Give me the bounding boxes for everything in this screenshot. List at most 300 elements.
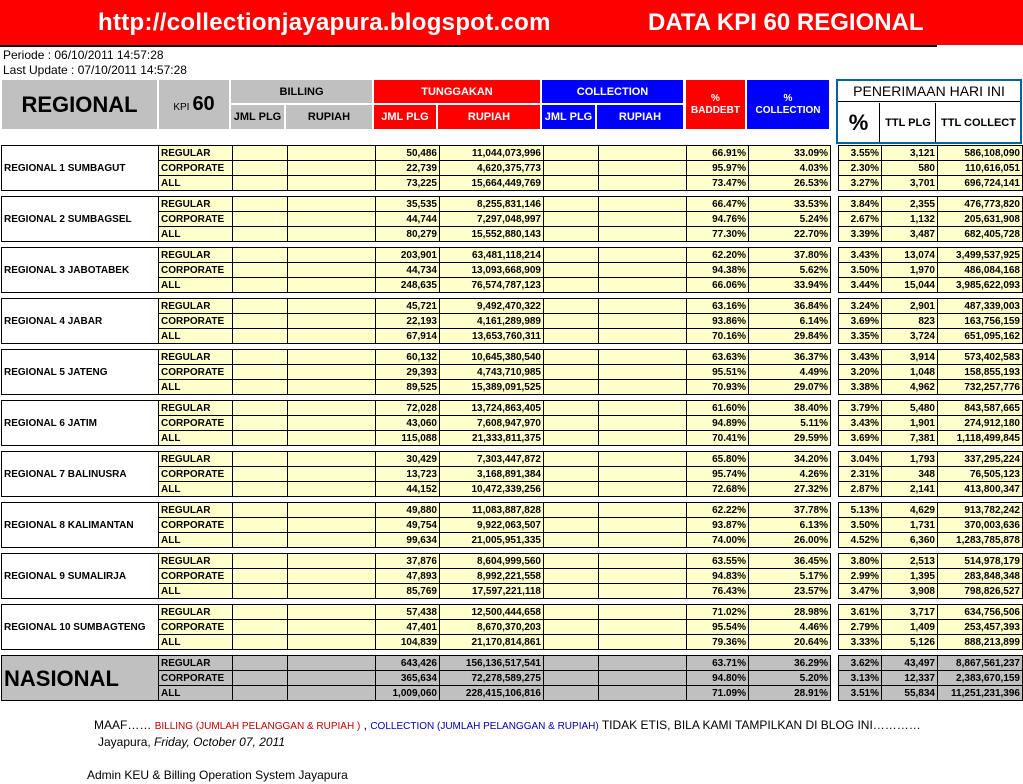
cell-pct: 3.20% bbox=[839, 365, 882, 380]
empty-cell bbox=[831, 401, 839, 416]
cell-ttl-plg: 1,731 bbox=[882, 518, 938, 533]
cell-ttl-col: 110,616,051 bbox=[938, 161, 1023, 176]
empty-cell bbox=[544, 416, 599, 431]
cell-bad: 93.87% bbox=[687, 518, 749, 533]
cell-ttl-col: 586,108,090 bbox=[938, 146, 1023, 161]
empty-cell bbox=[831, 263, 839, 278]
cell-ttl-plg: 3,914 bbox=[882, 350, 938, 365]
table-row bbox=[2, 299, 1023, 314]
empty-cell bbox=[599, 176, 687, 191]
cell-bad: 95.51% bbox=[687, 365, 749, 380]
empty-cell bbox=[233, 620, 288, 635]
cell-col: 34.20% bbox=[749, 452, 831, 467]
cell-t-plg: 13,723 bbox=[376, 467, 440, 482]
empty-cell bbox=[233, 416, 288, 431]
empty-cell bbox=[288, 584, 376, 599]
cell-col: 4.46% bbox=[749, 620, 831, 635]
empty-cell bbox=[233, 605, 288, 620]
cell-t-plg: 203,901 bbox=[376, 248, 440, 263]
empty-cell bbox=[288, 278, 376, 293]
cell-seg: REGULAR bbox=[159, 350, 233, 365]
table-row bbox=[2, 146, 1023, 161]
cell-ttl-plg: 1,395 bbox=[882, 569, 938, 584]
cell-seg: CORPORATE bbox=[159, 263, 233, 278]
empty-cell bbox=[288, 380, 376, 395]
table-row bbox=[2, 503, 1023, 518]
table-row bbox=[2, 401, 1023, 416]
empty-cell bbox=[233, 452, 288, 467]
cell-t-rp: 63,481,118,214 bbox=[440, 248, 544, 263]
cell-ttl-col: 634,756,506 bbox=[938, 605, 1023, 620]
cell-pct: 3.55% bbox=[839, 146, 882, 161]
cell-ttl-col: 514,978,179 bbox=[938, 554, 1023, 569]
cell-ttl-plg: 4,962 bbox=[882, 380, 938, 395]
empty-cell bbox=[233, 299, 288, 314]
region-name: REGIONAL 5 JATENG bbox=[2, 350, 159, 395]
empty-cell bbox=[288, 635, 376, 650]
empty-cell bbox=[544, 635, 599, 650]
empty-cell bbox=[831, 503, 839, 518]
cell-pct: 3.47% bbox=[839, 584, 882, 599]
cell-bad: 94.76% bbox=[687, 212, 749, 227]
empty-cell bbox=[599, 620, 687, 635]
empty-cell bbox=[544, 365, 599, 380]
cell-t-plg: 57,438 bbox=[376, 605, 440, 620]
empty-cell bbox=[831, 227, 839, 242]
region-name: REGIONAL 4 JABAR bbox=[2, 299, 159, 344]
collection-rupiah-header: RUPIAH bbox=[597, 105, 683, 129]
cell-ttl-col: 3,499,537,925 bbox=[938, 248, 1023, 263]
empty-cell bbox=[233, 533, 288, 548]
empty-cell bbox=[233, 176, 288, 191]
empty-cell bbox=[544, 467, 599, 482]
empty-cell bbox=[831, 248, 839, 263]
cell-bad: 63.71% bbox=[687, 656, 749, 671]
cell-ttl-plg: 1,901 bbox=[882, 416, 938, 431]
cell-pct: 2.30% bbox=[839, 161, 882, 176]
empty-cell bbox=[544, 533, 599, 548]
empty-cell bbox=[599, 605, 687, 620]
cell-t-rp: 10,645,380,540 bbox=[440, 350, 544, 365]
empty-cell bbox=[831, 278, 839, 293]
empty-cell bbox=[233, 212, 288, 227]
empty-cell bbox=[831, 329, 839, 344]
cell-bad: 74.00% bbox=[687, 533, 749, 548]
empty-cell bbox=[831, 299, 839, 314]
kpi-number: 60 bbox=[192, 93, 215, 115]
empty-cell bbox=[544, 380, 599, 395]
cell-ttl-col: 253,457,393 bbox=[938, 620, 1023, 635]
cell-bad: 94.38% bbox=[687, 263, 749, 278]
baddebt-pct-label: % bbox=[711, 92, 720, 104]
empty-cell bbox=[233, 227, 288, 242]
cell-seg: REGULAR bbox=[159, 554, 233, 569]
empty-cell bbox=[288, 227, 376, 242]
cell-t-plg: 30,429 bbox=[376, 452, 440, 467]
empty-cell bbox=[831, 635, 839, 650]
cell-t-plg: 22,193 bbox=[376, 314, 440, 329]
empty-cell bbox=[544, 584, 599, 599]
cell-t-rp: 13,724,863,405 bbox=[440, 401, 544, 416]
cell-t-rp: 72,278,589,275 bbox=[440, 671, 544, 686]
empty-cell bbox=[544, 605, 599, 620]
region-name: REGIONAL 3 JABOTABEK bbox=[2, 248, 159, 293]
cell-ttl-plg: 3,724 bbox=[882, 329, 938, 344]
empty-cell bbox=[288, 146, 376, 161]
cell-t-plg: 44,744 bbox=[376, 212, 440, 227]
tunggakan-jml-plg-header: JML PLG bbox=[374, 105, 436, 129]
empty-cell bbox=[544, 431, 599, 446]
footer-admin: Admin KEU & Billing Operation System Jayapura bbox=[87, 768, 348, 782]
empty-cell bbox=[544, 518, 599, 533]
cell-pct: 3.69% bbox=[839, 431, 882, 446]
cell-t-plg: 104,839 bbox=[376, 635, 440, 650]
cell-t-rp: 76,574,787,123 bbox=[440, 278, 544, 293]
cell-ttl-col: 158,855,193 bbox=[938, 365, 1023, 380]
cell-col: 26.53% bbox=[749, 176, 831, 191]
cell-pct: 2.87% bbox=[839, 482, 882, 497]
empty-cell bbox=[233, 263, 288, 278]
empty-cell bbox=[599, 146, 687, 161]
cell-bad: 77.30% bbox=[687, 227, 749, 242]
cell-col: 26.00% bbox=[749, 533, 831, 548]
cell-ttl-col: 2,383,670,159 bbox=[938, 671, 1023, 686]
cell-seg: ALL bbox=[159, 533, 233, 548]
empty-cell bbox=[831, 656, 839, 671]
empty-cell bbox=[544, 554, 599, 569]
cell-col: 36.29% bbox=[749, 656, 831, 671]
cell-bad: 62.22% bbox=[687, 503, 749, 518]
empty-cell bbox=[233, 380, 288, 395]
empty-cell bbox=[288, 299, 376, 314]
cell-col: 5.11% bbox=[749, 416, 831, 431]
cell-t-plg: 115,088 bbox=[376, 431, 440, 446]
cell-t-plg: 49,880 bbox=[376, 503, 440, 518]
empty-cell bbox=[544, 248, 599, 263]
empty-cell bbox=[599, 467, 687, 482]
cell-t-rp: 9,492,470,322 bbox=[440, 299, 544, 314]
title-banner bbox=[0, 0, 1023, 45]
cell-ttl-col: 1,283,785,878 bbox=[938, 533, 1023, 548]
empty-cell bbox=[288, 416, 376, 431]
cell-ttl-col: 8,867,561,237 bbox=[938, 656, 1023, 671]
cell-col: 28.98% bbox=[749, 605, 831, 620]
banner-underline bbox=[0, 45, 937, 47]
cell-ttl-col: 682,405,728 bbox=[938, 227, 1023, 242]
cell-t-rp: 11,083,887,828 bbox=[440, 503, 544, 518]
empty-cell bbox=[544, 278, 599, 293]
cell-seg: ALL bbox=[159, 329, 233, 344]
cell-t-rp: 13,093,668,909 bbox=[440, 263, 544, 278]
cell-t-plg: 22,739 bbox=[376, 161, 440, 176]
empty-cell bbox=[599, 227, 687, 242]
cell-t-rp: 7,297,048,997 bbox=[440, 212, 544, 227]
empty-cell bbox=[288, 350, 376, 365]
empty-cell bbox=[544, 314, 599, 329]
note-separator: , bbox=[363, 718, 367, 732]
empty-cell bbox=[831, 197, 839, 212]
cell-col: 4.26% bbox=[749, 467, 831, 482]
cell-ttl-plg: 2,355 bbox=[882, 197, 938, 212]
empty-cell bbox=[599, 452, 687, 467]
cell-col: 20.64% bbox=[749, 635, 831, 650]
cell-seg: ALL bbox=[159, 635, 233, 650]
pct-collection-label: COLLECTION bbox=[755, 104, 821, 116]
cell-t-plg: 365,634 bbox=[376, 671, 440, 686]
cell-t-rp: 21,333,811,375 bbox=[440, 431, 544, 446]
empty-cell bbox=[599, 656, 687, 671]
region-name: REGIONAL 9 SUMALIRJA bbox=[2, 554, 159, 599]
cell-ttl-plg: 13,074 bbox=[882, 248, 938, 263]
empty-cell bbox=[233, 686, 288, 701]
cell-pct: 3.50% bbox=[839, 263, 882, 278]
cell-col: 36.84% bbox=[749, 299, 831, 314]
empty-cell bbox=[544, 482, 599, 497]
empty-cell bbox=[599, 278, 687, 293]
empty-cell bbox=[831, 605, 839, 620]
cell-bad: 76.43% bbox=[687, 584, 749, 599]
empty-cell bbox=[288, 365, 376, 380]
cell-pct: 2.99% bbox=[839, 569, 882, 584]
empty-cell bbox=[288, 401, 376, 416]
region-table bbox=[1, 502, 1023, 548]
empty-cell bbox=[599, 503, 687, 518]
empty-cell bbox=[233, 314, 288, 329]
cell-t-rp: 8,992,221,558 bbox=[440, 569, 544, 584]
cell-ttl-plg: 1,048 bbox=[882, 365, 938, 380]
cell-ttl-col: 696,724,141 bbox=[938, 176, 1023, 191]
empty-cell bbox=[544, 176, 599, 191]
cell-ttl-plg: 1,132 bbox=[882, 212, 938, 227]
empty-cell bbox=[599, 518, 687, 533]
empty-cell bbox=[288, 533, 376, 548]
cell-pct: 3.04% bbox=[839, 452, 882, 467]
empty-cell bbox=[544, 620, 599, 635]
cell-col: 29.07% bbox=[749, 380, 831, 395]
cell-ttl-plg: 3,908 bbox=[882, 584, 938, 599]
cell-t-plg: 45,721 bbox=[376, 299, 440, 314]
cell-pct: 2.31% bbox=[839, 467, 882, 482]
empty-cell bbox=[831, 146, 839, 161]
cell-t-rp: 9,922,063,507 bbox=[440, 518, 544, 533]
cell-ttl-plg: 823 bbox=[882, 314, 938, 329]
empty-cell bbox=[233, 569, 288, 584]
disclaimer-tail: TIDAK ETIS, BILA KAMI TAMPILKAN DI BLOG INI………… bbox=[601, 718, 921, 732]
empty-cell bbox=[233, 197, 288, 212]
empty-cell bbox=[831, 212, 839, 227]
cell-ttl-plg: 5,480 bbox=[882, 401, 938, 416]
empty-cell bbox=[233, 656, 288, 671]
empty-cell bbox=[288, 263, 376, 278]
billing-header: BILLING bbox=[231, 80, 372, 103]
empty-cell bbox=[233, 503, 288, 518]
cell-t-plg: 248,635 bbox=[376, 278, 440, 293]
cell-t-rp: 12,500,444,658 bbox=[440, 605, 544, 620]
cell-t-rp: 7,608,947,970 bbox=[440, 416, 544, 431]
cell-bad: 71.02% bbox=[687, 605, 749, 620]
cell-seg: REGULAR bbox=[159, 299, 233, 314]
empty-cell bbox=[599, 533, 687, 548]
empty-cell bbox=[599, 329, 687, 344]
empty-cell bbox=[599, 554, 687, 569]
cell-col: 33.94% bbox=[749, 278, 831, 293]
cell-bad: 61.60% bbox=[687, 401, 749, 416]
table-row bbox=[2, 656, 1023, 671]
ttl-collect-header: TTL COLLECT bbox=[941, 116, 1016, 129]
footer-date-line bbox=[98, 735, 285, 749]
cell-t-plg: 99,634 bbox=[376, 533, 440, 548]
cell-ttl-col: 732,257,776 bbox=[938, 380, 1023, 395]
cell-col: 4.49% bbox=[749, 365, 831, 380]
empty-cell bbox=[544, 263, 599, 278]
cell-t-rp: 8,604,999,560 bbox=[440, 554, 544, 569]
cell-t-plg: 89,525 bbox=[376, 380, 440, 395]
cell-seg: ALL bbox=[159, 227, 233, 242]
report-title: DATA KPI 60 REGIONAL bbox=[648, 9, 924, 36]
empty-cell bbox=[288, 452, 376, 467]
empty-cell bbox=[599, 584, 687, 599]
empty-cell bbox=[544, 671, 599, 686]
empty-cell bbox=[288, 671, 376, 686]
empty-cell bbox=[288, 176, 376, 191]
empty-cell bbox=[233, 329, 288, 344]
cell-ttl-col: 274,912,180 bbox=[938, 416, 1023, 431]
cell-ttl-plg: 1,793 bbox=[882, 452, 938, 467]
periode-text: Periode : 06/10/2011 14:57:28 bbox=[3, 48, 164, 62]
empty-cell bbox=[599, 314, 687, 329]
cell-ttl-plg: 55,834 bbox=[882, 686, 938, 701]
tunggakan-rupiah-header: RUPIAH bbox=[438, 105, 540, 129]
empty-cell bbox=[544, 656, 599, 671]
cell-col: 4.03% bbox=[749, 161, 831, 176]
cell-seg: REGULAR bbox=[159, 452, 233, 467]
empty-cell bbox=[831, 350, 839, 365]
empty-cell bbox=[544, 197, 599, 212]
cell-t-plg: 85,769 bbox=[376, 584, 440, 599]
ttl-plg-header: TTL PLG bbox=[881, 103, 936, 142]
cell-pct: 3.61% bbox=[839, 605, 882, 620]
empty-cell bbox=[831, 380, 839, 395]
cell-seg: CORPORATE bbox=[159, 569, 233, 584]
cell-seg: REGULAR bbox=[159, 401, 233, 416]
cell-pct: 2.67% bbox=[839, 212, 882, 227]
region-table bbox=[1, 451, 1023, 497]
region-name: REGIONAL 10 SUMBAGTENG bbox=[2, 605, 159, 650]
cell-seg: ALL bbox=[159, 380, 233, 395]
cell-t-plg: 67,914 bbox=[376, 329, 440, 344]
cell-bad: 63.55% bbox=[687, 554, 749, 569]
cell-seg: REGULAR bbox=[159, 197, 233, 212]
region-name: REGIONAL 6 JATIM bbox=[2, 401, 159, 446]
cell-seg: CORPORATE bbox=[159, 314, 233, 329]
cell-seg: ALL bbox=[159, 686, 233, 701]
cell-t-plg: 643,426 bbox=[376, 656, 440, 671]
billing-rupiah-header: RUPIAH bbox=[286, 105, 372, 129]
table-row bbox=[2, 350, 1023, 365]
cell-pct: 3.51% bbox=[839, 686, 882, 701]
cell-bad: 94.83% bbox=[687, 569, 749, 584]
empty-cell bbox=[288, 248, 376, 263]
cell-col: 5.24% bbox=[749, 212, 831, 227]
cell-bad: 70.93% bbox=[687, 380, 749, 395]
cell-seg: CORPORATE bbox=[159, 161, 233, 176]
region-table bbox=[1, 655, 1023, 701]
cell-pct: 3.43% bbox=[839, 350, 882, 365]
billing-note: BILLING (JUMLAH PELANGGAN & RUPIAH ) bbox=[154, 721, 361, 732]
cell-seg: CORPORATE bbox=[159, 416, 233, 431]
pct-collection-pct-label: % bbox=[783, 92, 793, 104]
cell-bad: 65.80% bbox=[687, 452, 749, 467]
cell-col: 36.45% bbox=[749, 554, 831, 569]
cell-col: 29.84% bbox=[749, 329, 831, 344]
cell-bad: 66.91% bbox=[687, 146, 749, 161]
empty-cell bbox=[599, 197, 687, 212]
cell-pct: 3.62% bbox=[839, 656, 882, 671]
cell-ttl-col: 843,587,665 bbox=[938, 401, 1023, 416]
cell-col: 36.37% bbox=[749, 350, 831, 365]
cell-pct: 3.79% bbox=[839, 401, 882, 416]
cell-bad: 63.16% bbox=[687, 299, 749, 314]
cell-ttl-col: 476,773,820 bbox=[938, 197, 1023, 212]
empty-cell bbox=[233, 146, 288, 161]
cell-pct: 3.33% bbox=[839, 635, 882, 650]
cell-ttl-plg: 2,513 bbox=[882, 554, 938, 569]
cell-ttl-col: 76,505,123 bbox=[938, 467, 1023, 482]
cell-bad: 95.74% bbox=[687, 467, 749, 482]
empty-cell bbox=[288, 569, 376, 584]
empty-cell bbox=[288, 431, 376, 446]
table-row bbox=[2, 605, 1023, 620]
cell-bad: 79.36% bbox=[687, 635, 749, 650]
empty-cell bbox=[599, 365, 687, 380]
cell-pct: 3.13% bbox=[839, 671, 882, 686]
cell-seg: ALL bbox=[159, 584, 233, 599]
empty-cell bbox=[288, 329, 376, 344]
empty-cell bbox=[288, 656, 376, 671]
cell-pct: 5.13% bbox=[839, 503, 882, 518]
cell-t-rp: 4,161,289,989 bbox=[440, 314, 544, 329]
cell-pct: 3.43% bbox=[839, 416, 882, 431]
empty-cell bbox=[544, 350, 599, 365]
cell-pct: 3.69% bbox=[839, 314, 882, 329]
cell-t-plg: 50,486 bbox=[376, 146, 440, 161]
cell-seg: CORPORATE bbox=[159, 365, 233, 380]
cell-bad: 62.20% bbox=[687, 248, 749, 263]
empty-cell bbox=[288, 467, 376, 482]
empty-cell bbox=[544, 299, 599, 314]
cell-t-plg: 47,401 bbox=[376, 620, 440, 635]
empty-cell bbox=[288, 161, 376, 176]
cell-pct: 3.39% bbox=[839, 227, 882, 242]
blog-url[interactable]: http://collectionjayapura.blogspot.com bbox=[98, 9, 551, 36]
empty-cell bbox=[831, 314, 839, 329]
baddebt-header bbox=[686, 80, 745, 129]
region-name: NASIONAL bbox=[2, 656, 159, 701]
region-table bbox=[1, 604, 1023, 650]
last-update-text: Last Update : 07/10/2011 14:57:28 bbox=[3, 63, 187, 77]
cell-col: 28.91% bbox=[749, 686, 831, 701]
cell-t-rp: 17,597,221,118 bbox=[440, 584, 544, 599]
empty-cell bbox=[288, 686, 376, 701]
region-table bbox=[1, 145, 1023, 191]
empty-cell bbox=[288, 197, 376, 212]
empty-cell bbox=[544, 503, 599, 518]
cell-seg: CORPORATE bbox=[159, 212, 233, 227]
penerimaan-pct-header: % bbox=[838, 103, 880, 142]
empty-cell bbox=[599, 212, 687, 227]
cell-t-plg: 72,028 bbox=[376, 401, 440, 416]
cell-t-rp: 3,168,891,384 bbox=[440, 467, 544, 482]
